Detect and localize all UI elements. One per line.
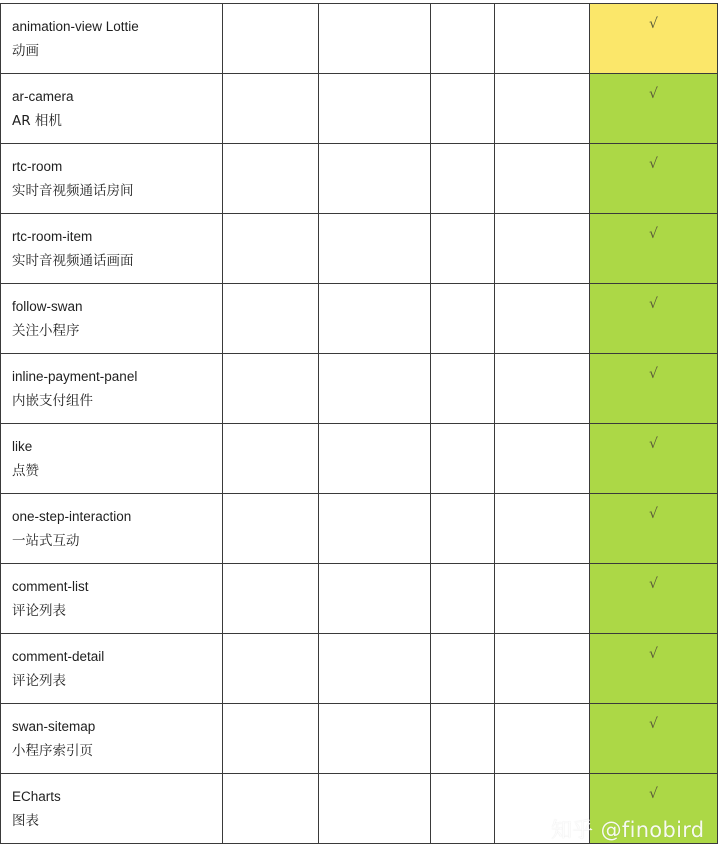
table-row [1, 424, 718, 494]
support-check-cell [590, 424, 718, 494]
component-description: 动画 [12, 43, 39, 59]
empty-cell [223, 704, 319, 774]
component-name: ECharts [12, 789, 61, 804]
empty-cell [223, 4, 319, 74]
table-row [1, 354, 718, 424]
empty-cell [319, 144, 431, 214]
table-row [1, 284, 718, 354]
empty-cell [431, 774, 495, 844]
table-row [1, 704, 718, 774]
component-name: swan-sitemap [12, 719, 96, 734]
component-description: 实时音视频通话房间 [12, 183, 134, 199]
empty-cell [223, 144, 319, 214]
empty-cell [495, 564, 590, 634]
component-name-cell [1, 284, 223, 354]
check-mark-icon: √ [649, 786, 658, 802]
check-mark-icon: √ [649, 226, 658, 242]
empty-cell [431, 74, 495, 144]
component-description: 一站式互动 [12, 533, 80, 549]
support-check-cell [590, 4, 718, 74]
empty-cell [319, 354, 431, 424]
support-check-cell [590, 634, 718, 704]
component-name: rtc-room [12, 159, 63, 174]
component-name-cell [1, 74, 223, 144]
empty-cell [431, 494, 495, 564]
empty-cell [495, 354, 590, 424]
empty-cell [495, 284, 590, 354]
empty-cell [319, 424, 431, 494]
component-name-cell [1, 144, 223, 214]
empty-cell [223, 354, 319, 424]
empty-cell [223, 424, 319, 494]
empty-cell [495, 4, 590, 74]
component-description: 图表 [12, 813, 39, 829]
component-name: one-step-interaction [12, 509, 132, 524]
empty-cell [319, 774, 431, 844]
check-mark-icon: √ [649, 156, 658, 172]
component-description: 点赞 [12, 463, 39, 479]
empty-cell [431, 354, 495, 424]
empty-cell [319, 214, 431, 284]
component-name: like [12, 439, 33, 454]
support-check-cell [590, 564, 718, 634]
empty-cell [319, 634, 431, 704]
table-row [1, 214, 718, 284]
component-name: ar-camera [12, 89, 74, 104]
component-name: rtc-room-item [12, 229, 93, 244]
component-name-cell [1, 564, 223, 634]
empty-cell [223, 564, 319, 634]
component-name-cell [1, 214, 223, 284]
table-row [1, 144, 718, 214]
empty-cell [319, 564, 431, 634]
check-mark-icon: √ [649, 296, 658, 312]
empty-cell [495, 144, 590, 214]
empty-cell [431, 634, 495, 704]
support-check-cell [590, 284, 718, 354]
component-description: 评论列表 [12, 673, 66, 689]
empty-cell [223, 494, 319, 564]
table-row [1, 74, 718, 144]
table-body [1, 4, 718, 844]
check-mark-icon: √ [649, 436, 658, 452]
support-check-cell [590, 704, 718, 774]
check-mark-icon: √ [649, 16, 658, 32]
component-name-cell [1, 424, 223, 494]
support-check-cell [590, 214, 718, 284]
component-name-cell [1, 4, 223, 74]
empty-cell [495, 494, 590, 564]
table-row [1, 494, 718, 564]
support-check-cell [590, 144, 718, 214]
component-name: animation-view Lottie [12, 19, 139, 34]
table-row [1, 4, 718, 74]
check-mark-icon: √ [649, 366, 658, 382]
component-name-cell [1, 494, 223, 564]
component-description: 关注小程序 [12, 323, 80, 339]
empty-cell [319, 4, 431, 74]
watermark: 知乎 @finobird [551, 818, 705, 842]
component-compat-table [0, 3, 718, 844]
empty-cell [431, 144, 495, 214]
empty-cell [319, 284, 431, 354]
check-mark-icon: √ [649, 646, 658, 662]
check-mark-icon: √ [649, 716, 658, 732]
component-name-cell [1, 774, 223, 844]
empty-cell [223, 214, 319, 284]
empty-cell [431, 424, 495, 494]
empty-cell [495, 214, 590, 284]
component-description: 内嵌支付组件 [12, 393, 93, 409]
component-name: follow-swan [12, 299, 83, 314]
empty-cell [495, 634, 590, 704]
empty-cell [431, 284, 495, 354]
component-name: inline-payment-panel [12, 369, 138, 384]
check-mark-icon: √ [649, 576, 658, 592]
empty-cell [495, 74, 590, 144]
support-check-cell [590, 74, 718, 144]
support-check-cell [590, 354, 718, 424]
component-name-cell [1, 354, 223, 424]
empty-cell [319, 704, 431, 774]
empty-cell [495, 704, 590, 774]
empty-cell [223, 74, 319, 144]
component-description: 小程序索引页 [12, 743, 93, 759]
empty-cell [319, 74, 431, 144]
table-row [1, 634, 718, 704]
empty-cell [431, 564, 495, 634]
support-check-cell [590, 494, 718, 564]
table-row [1, 564, 718, 634]
empty-cell [431, 214, 495, 284]
empty-cell [223, 284, 319, 354]
component-name: comment-detail [12, 649, 105, 664]
empty-cell [431, 704, 495, 774]
check-mark-icon: √ [649, 506, 658, 522]
empty-cell [223, 634, 319, 704]
component-description: 评论列表 [12, 603, 66, 619]
component-description: 实时音视频通话画面 [12, 253, 134, 269]
empty-cell [495, 424, 590, 494]
empty-cell [431, 4, 495, 74]
check-mark-icon: √ [649, 86, 658, 102]
empty-cell [319, 494, 431, 564]
component-name-cell [1, 634, 223, 704]
empty-cell [223, 774, 319, 844]
component-name: comment-list [12, 579, 89, 594]
component-description: AR 相机 [12, 113, 62, 129]
component-name-cell [1, 704, 223, 774]
